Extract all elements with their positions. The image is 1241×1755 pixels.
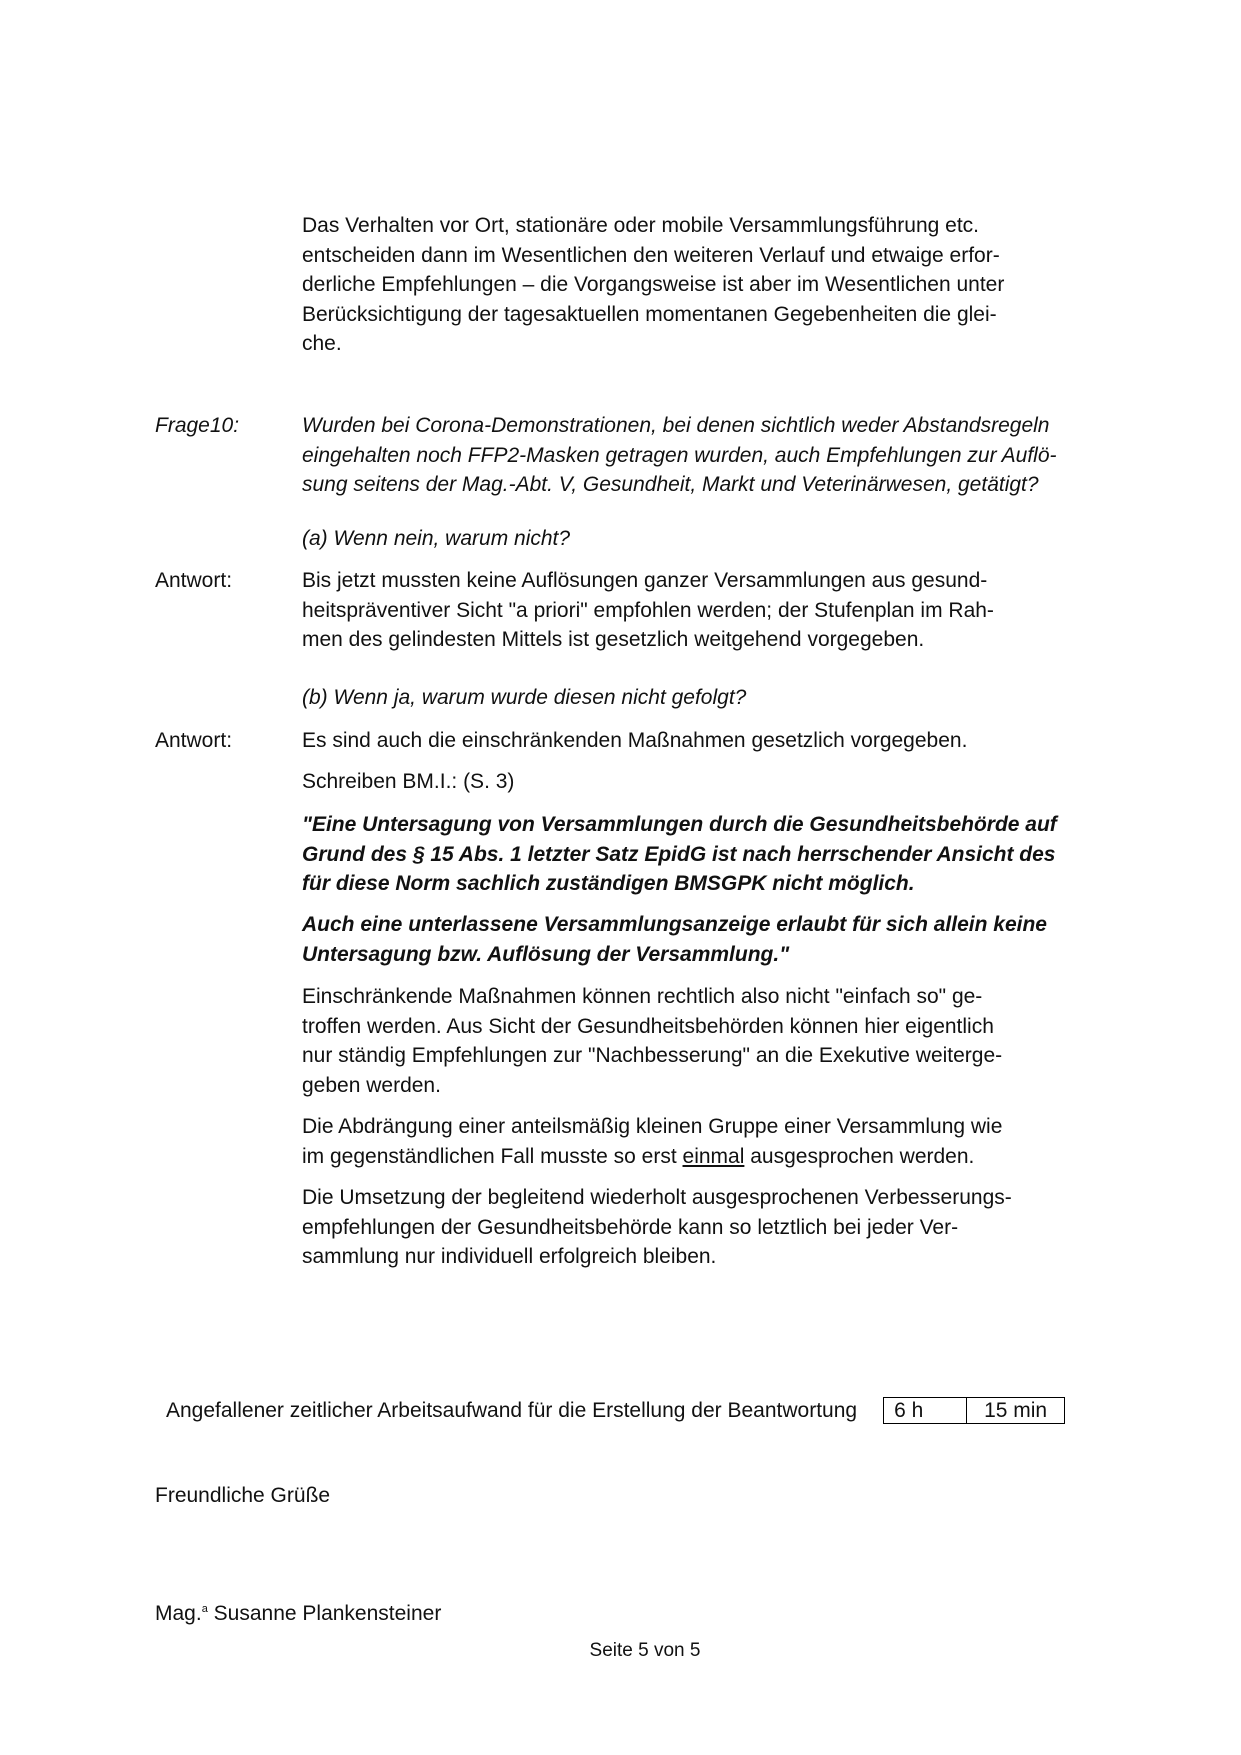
signature-title-sup: a [201, 1603, 208, 1615]
text-line: entscheiden dann im Wesentlichen den weiteren Verlauf und etwaige erfor- [302, 243, 1000, 267]
text-line: Bis jetzt mussten keine Auflösungen ganzer Versammlungen aus gesund- [302, 569, 988, 592]
text-line: sung seitens der Mag.-Abt. V, Gesundheit, Markt und Veterinärwesen, getätigt? [302, 473, 1039, 496]
text-line: "Eine Untersagung von Versammlungen durch die Gesundheitsbehörde auf [302, 813, 1057, 836]
text: ausgesprochen werden. [744, 1144, 975, 1168]
question-text [302, 411, 1152, 500]
source-reference: Schreiben BM.I.: (S. 3) [302, 770, 515, 793]
intro-paragraph [302, 211, 1152, 359]
effort-minutes: 15 min [984, 1399, 1048, 1422]
text-line: nur ständig Empfehlungen zur "Nachbesserung" an die Exekutive weiterge- [302, 1044, 1003, 1067]
text-line: Untersagung bzw. Auflösung der Versammlung." [302, 942, 790, 966]
signature-title: Mag. [155, 1602, 202, 1625]
text-line: Einschränkende Maßnahmen können rechtlich also nicht "einfach so" ge- [302, 985, 983, 1008]
text-line: Die Abdrängung einer anteilsmäßig kleinen Gruppe einer Versammlung wie [302, 1115, 1003, 1138]
text-line: Berücksichtigung der tagesaktuellen momentanen Gegebenheiten die glei- [302, 302, 997, 326]
answer-paragraph-1 [302, 982, 1152, 1100]
text-line: heitspräventiver Sicht "a priori" empfohlen werden; der Stufenplan im Rah- [302, 598, 994, 622]
text-line: troffen werden. Aus Sicht der Gesundheitsbehörden können hier eigentlich [302, 1014, 994, 1038]
text-line: empfehlungen der Gesundheitsbehörde kann so letztlich bei jeder Ver- [302, 1215, 959, 1239]
quote-paragraph-1 [302, 810, 1152, 899]
answer-b-first-line: Es sind auch die einschränkenden Maßnahmen gesetzlich vorgegeben. [302, 729, 968, 752]
text-line: Auch eine unterlassene Versammlungsanzeige erlaubt für sich allein keine [302, 913, 1047, 936]
signature [155, 1595, 441, 1629]
question-label: Frage10: [155, 414, 240, 437]
text: im gegenständlichen Fall musste so erst [302, 1144, 683, 1168]
answer-a-text [302, 566, 1152, 655]
page-number: Seite 5 von 5 [589, 1640, 701, 1661]
quote-paragraph-2 [302, 910, 1152, 969]
text-line: Grund des § 15 Abs. 1 letzter Satz EpidG ist nach herrschender Ansicht des [302, 842, 1056, 866]
question-sub-a: (a) Wenn nein, warum nicht? [302, 527, 571, 550]
text-line: Wurden bei Corona-Demonstrationen, bei denen sichtlich weder Abstandsregeln [302, 414, 1050, 437]
text-line: sammlung nur individuell erfolgreich bleiben. [302, 1245, 717, 1268]
closing: Freundliche Grüße [155, 1484, 331, 1507]
underlined-text: einmal [682, 1144, 745, 1168]
text-line: für diese Norm sachlich zuständigen BMSGPK nicht möglich. [302, 872, 915, 895]
effort-row [166, 1396, 1065, 1425]
signature-name: Susanne Plankensteiner [213, 1602, 442, 1625]
question-sub-b: (b) Wenn ja, warum wurde diesen nicht gefolgt? [302, 686, 747, 709]
answer-b-label: Antwort: [155, 729, 233, 752]
text-line: men des gelindesten Mittels ist gesetzlich weitgehend vorgegeben. [302, 628, 925, 651]
text-line: geben werden. [302, 1073, 441, 1097]
text-line: Das Verhalten vor Ort, stationäre oder mobile Versammlungsführung etc. [302, 214, 980, 237]
answer-paragraph-2 [302, 1112, 1152, 1171]
text-line [302, 1142, 1152, 1172]
text-line: che. [302, 332, 342, 355]
text-line: derliche Empfehlungen – die Vorgangsweise ist aber im Wesentlichen unter [302, 273, 1005, 296]
text-line: Die Umsetzung der begleitend wiederholt ausgesprochenen Verbesserungs- [302, 1186, 1012, 1209]
answer-paragraph-3 [302, 1183, 1152, 1272]
text-line: eingehalten noch FFP2-Masken getragen wurden, auch Empfehlungen zur Auflö- [302, 443, 1057, 467]
answer-a-label: Antwort: [155, 569, 233, 592]
effort-hours: 6 h [884, 1398, 967, 1423]
effort-label: Angefallener zeitlicher Arbeitsaufwand für die Erstellung der Beantwortung [166, 1399, 858, 1422]
effort-table [883, 1397, 1065, 1424]
